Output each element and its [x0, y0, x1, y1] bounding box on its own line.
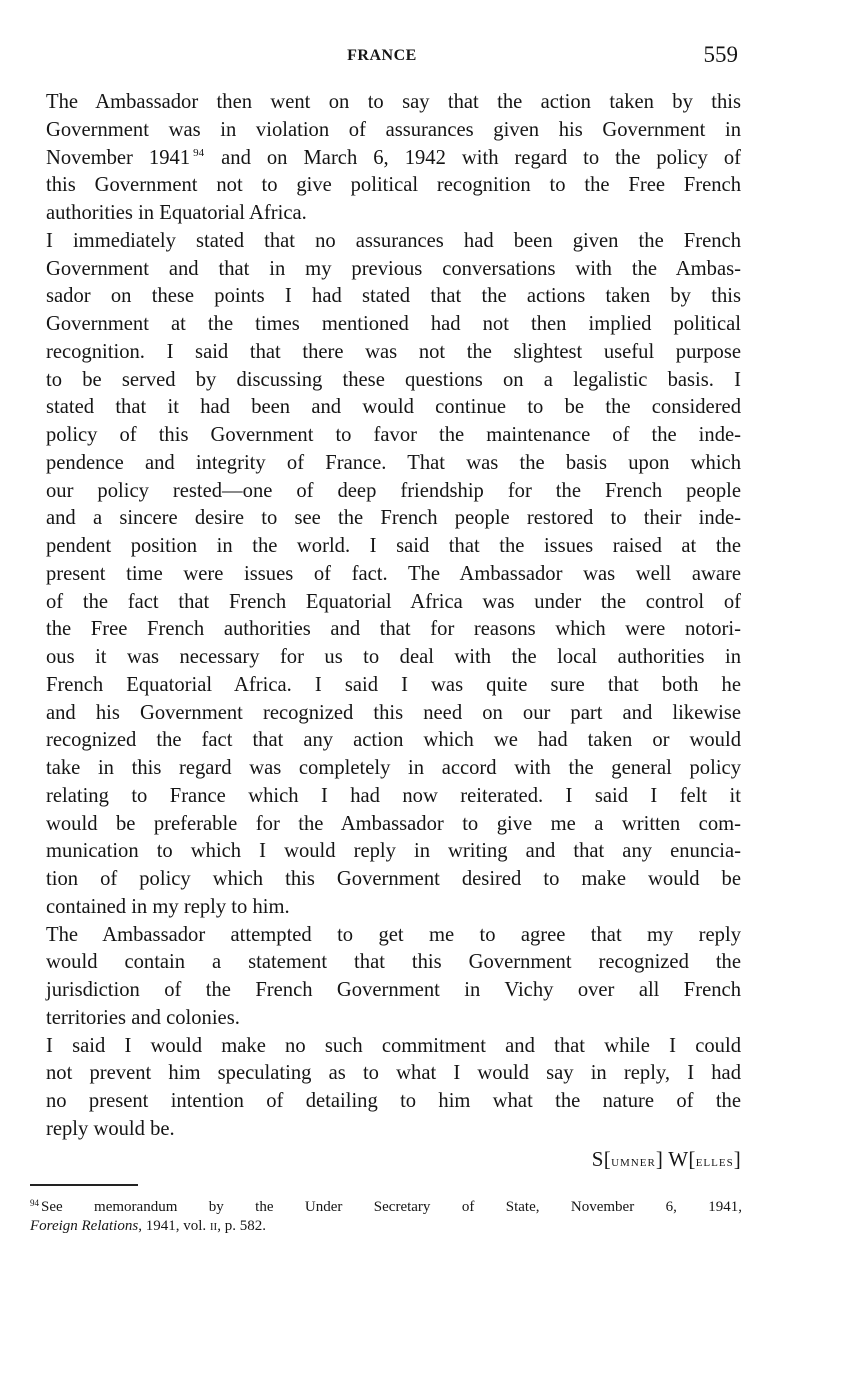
text-line: present time were issues of fact. The Ambassador was well aware — [46, 562, 741, 585]
text-fragment: and on March 6, 1942 with regard to the policy of — [221, 146, 741, 169]
text-line: reply would be. — [46, 1117, 175, 1140]
footnote-source-title: Foreign Relations — [30, 1218, 139, 1234]
text-line: authorities in Equatorial Africa. — [46, 202, 307, 224]
footnote-line — [30, 1218, 266, 1234]
text-line: of the fact that French Equatorial Africa was under the control of — [46, 590, 741, 613]
body-text — [26, 89, 741, 1176]
text-line: The Ambassador attempted to get me to agree that my reply — [46, 923, 741, 946]
running-head-title: FRANCE — [347, 47, 417, 64]
paragraph-4 — [26, 1033, 741, 1144]
signature-part: ] W[ — [655, 1146, 696, 1171]
signature-part: umner — [611, 1153, 656, 1170]
text-fragment: November 1941 — [46, 146, 191, 169]
text-line: jurisdiction of the French Government in Vichy over all French — [46, 979, 741, 1001]
paragraph-3 — [26, 922, 741, 1033]
footnote-volume: ii — [209, 1218, 218, 1234]
text-line: territories and colonies. — [46, 1006, 240, 1029]
footnote-text: , 1941, vol. — [138, 1218, 210, 1234]
text-line: contained in my reply to him. — [46, 895, 290, 918]
text-line: recognized the fact that any action which we had taken or would — [46, 729, 741, 752]
footnote-reference[interactable]: 94 — [193, 146, 205, 159]
text-line: not prevent him speculating as to what I would say in reply, I had — [46, 1062, 741, 1085]
text-line: I immediately stated that no assurances had been given the French — [46, 229, 741, 252]
signature — [26, 1146, 741, 1177]
text-line: would be preferable for the Ambassador to give me a written com- — [46, 812, 741, 835]
page-number: 559 — [703, 42, 738, 67]
text-line: ous it was necessary for us to deal with the local authorities in — [46, 646, 741, 668]
text-line — [26, 145, 741, 173]
text-line: The Ambassador then went on to say that the action taken by this — [46, 91, 741, 113]
text-line: policy of this Government to favor the maintenance of the inde- — [46, 424, 741, 446]
text-line: French Equatorial Africa. I said I was quite sure that both he — [46, 673, 741, 696]
text-line: and his Government recognized this need on our part and likewise — [46, 701, 741, 724]
text-line: the Free French authorities and that for reasons which were notori- — [46, 618, 741, 641]
text-line: this Government not to give political recognition to the Free French — [46, 174, 741, 197]
text-line: pendent position in the world. I said that the issues raised at the — [46, 535, 741, 557]
text-line: would contain a statement that this Government recognized the — [46, 951, 741, 974]
text-line: to be served by discussing these questions on a legalistic basis. I — [46, 368, 741, 391]
text-line: I said I would make no such commitment and that while I could — [46, 1034, 741, 1057]
text-line: Government was in violation of assurances given his Government in — [46, 118, 741, 141]
footnote-text: See memorandum by the Under Secretary of State, November 6, 1941, — [41, 1199, 742, 1215]
text-line: stated that it had been and would continue to be the considered — [46, 396, 741, 419]
text-line: pendence and integrity of France. That was the basis upon which — [46, 451, 741, 474]
footnote-line — [30, 1194, 742, 1217]
signature-part: S[ — [591, 1146, 612, 1171]
text-line: Government at the times mentioned had not then implied political — [46, 313, 741, 335]
text-line: no present intention of detailing to him what the nature of the — [46, 1090, 741, 1112]
text-line: sador on these points I had stated that the actions taken by this — [46, 285, 741, 308]
running-head — [26, 42, 738, 72]
footnote-divider — [30, 1184, 138, 1186]
footnote-number: 94 — [30, 1198, 39, 1208]
text-line: and a sincere desire to see the French people restored to their inde- — [46, 507, 741, 530]
text-line: our policy rested—one of deep friendship for the French people — [46, 479, 741, 502]
paragraph-2 — [26, 228, 741, 922]
footnote — [30, 1194, 742, 1236]
text-line: recognition. I said that there was not the slightest useful purpose — [46, 340, 741, 363]
text-line: relating to France which I had now reiterated. I said I felt it — [46, 784, 741, 807]
text-line: munication to which I would reply in writing and that any enuncia- — [46, 840, 741, 863]
signature-part: ] — [733, 1146, 741, 1171]
text-line: Government and that in my previous conversations with the Ambas- — [46, 257, 741, 280]
signature-part: elles — [695, 1153, 734, 1170]
paragraph-1 — [26, 89, 741, 228]
text-line: take in this regard was completely in accord with the general policy — [46, 757, 741, 779]
footnote-text: , p. 582. — [217, 1218, 266, 1234]
text-line: tion of policy which this Government desired to make would be — [46, 868, 741, 890]
